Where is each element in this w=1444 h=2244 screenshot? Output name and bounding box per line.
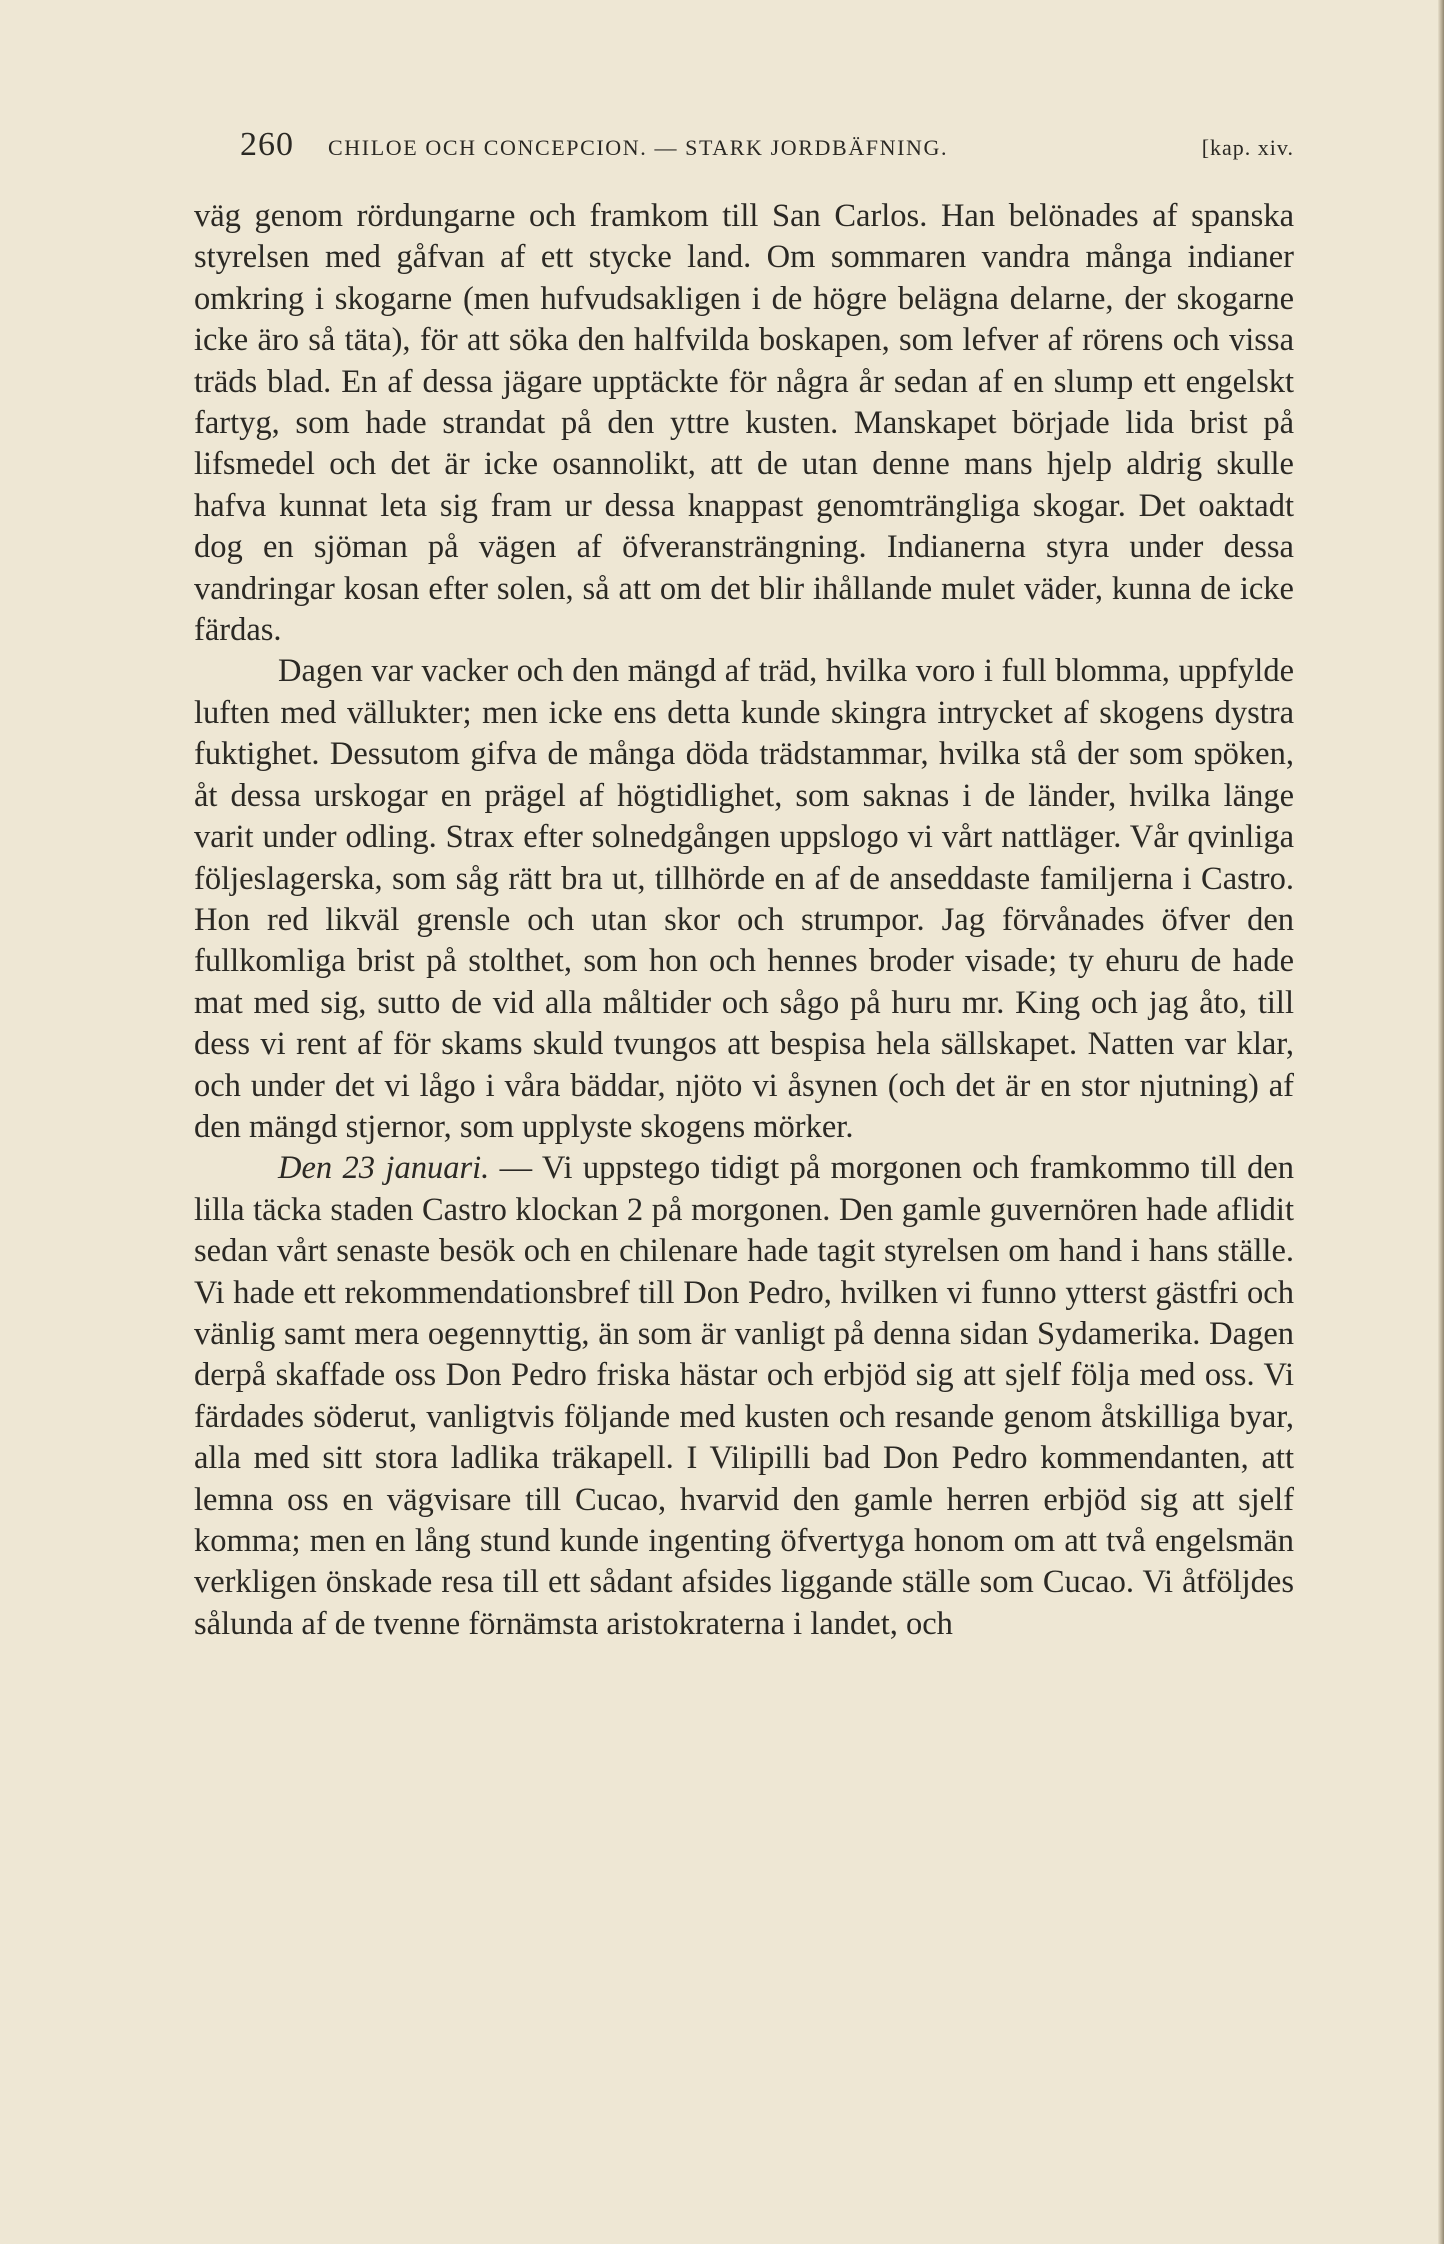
paragraph bbox=[194, 651, 1294, 1148]
paragraph bbox=[194, 1148, 1294, 1645]
paragraph-text: — Vi uppstego tidigt på morgonen och framkommo till den lilla täcka staden Castro klockan 2 på morgonen. Den gamle guvernören hade aflidit sedan vårt senaste besök och en chilenare hade tagit styrelsen om hand i hans ställe. Vi hade ett rekommendationsbref till Don Pedro, hvilken vi funno ytterst gästfri och vänlig samt mera oegennyttig, än som är vanligt på denna sidan Sydamerika. Dagen derpå skaffade oss Don Pedro friska hästar och erbjöd sig att sjelf följa med oss. Vi färdades söderut, vanligtvis följande med kusten och resande genom åtskilliga byar, alla med sitt stora ladlika träkapell. I Vilipilli bad Don Pedro kommendanten, att lemna oss en vägvisare till Cucao, hvarvid den gamle herren erbjöd sig att sjelf komma; men en lång stund kunde ingenting öfvertyga honom om att två engelsmän verkligen önskade resa till ett sådant afsides liggande ställe som Cucao. Vi åtföljdes sålunda af de tvenne förnämsta aristokraterna i landet, och bbox=[194, 1150, 1294, 1642]
date-heading: Den 23 januari. bbox=[278, 1150, 490, 1187]
running-title: CHILOE OCH CONCEPCION. — STARK JORDBÄFNING. bbox=[328, 135, 949, 160]
body-text bbox=[194, 196, 1294, 1645]
paragraph bbox=[194, 196, 1294, 651]
chapter-reference: [kap. xiv. bbox=[1201, 135, 1294, 160]
running-header bbox=[194, 124, 1294, 174]
page-number: 260 bbox=[240, 126, 294, 163]
paragraph-text: Dagen var vacker och den mängd af träd, hvilka voro i full blomma, uppfylde luften med vällukter; men icke ens detta kunde skingra intrycket af skogens dystra fuktighet. Dessutom gifva de många döda trädstammar, hvilka stå der som spöken, åt dessa urskogar en prägel af högtidlighet, som saknas i de länder, hvilka länge varit under odling. Strax efter solnedgången uppslogo vi vårt nattläger. Vår qvinliga följeslagerska, som såg rätt bra ut, tillhörde en af de anseddaste familjerna i Castro. Hon red likväl grensle och utan skor och strumpor. Jag förvånades öfver den fullkomliga brist på stolthet, som hon och hennes broder visade; ty ehuru de hade mat med sig, sutto de vid alla måltider och sågo på huru mr. King och jag åto, till dess vi rent af för skams skuld tvungos att bespisa hela sällskapet. Natten var klar, och under det vi lågo i våra bäddar, njöto vi åsynen (och det är en stor njutning) af den mängd stjernor, som upplyste skogens mörker. bbox=[194, 653, 1294, 1145]
paragraph-text: väg genom rördungarne och framkom till San Carlos. Han belönades af spanska styrelsen med gåfvan af ett stycke land. Om sommaren vandra många indianer omkring i skogarne (men hufvudsakligen i de högre belägna delarne, der skogarne icke äro så täta), för att söka den halfvilda boskapen, som lefver af rörens och vissa träds blad. En af dessa jägare upptäckte för några år sedan af en slump ett engelskt fartyg, som hade strandat på den yttre kusten. Manskapet började lida brist på lifsmedel och det är icke osannolikt, att de utan denne mans hjelp aldrig skulle hafva kunnat leta sig fram ur dessa knappast genomträngliga skogar. Det oaktadt dog en sjöman på vägen af öfveransträngning. Indianerna styra under dessa vandringar kosan efter solen, så att om det blir ihållande mulet väder, kunna de icke färdas. bbox=[194, 198, 1294, 649]
page-edge-shadow bbox=[1438, 0, 1444, 2244]
